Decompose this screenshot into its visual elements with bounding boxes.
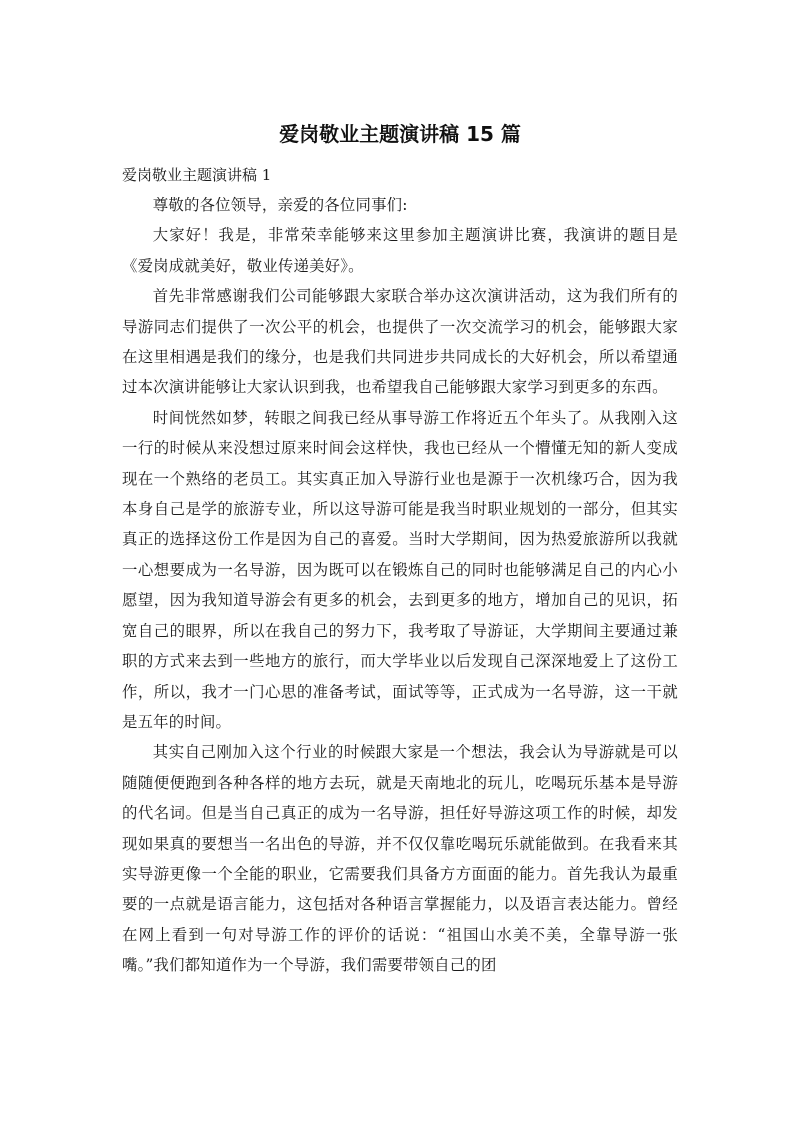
- document-page: [122, 118, 678, 981]
- document-title: 爱岗敬业主题演讲稿 15 篇: [279, 122, 521, 146]
- paragraph-reflection: 其实自己刚加入这个行业的时候跟大家是一个想法，我会认为导游就是可以随随便便跑到各种各样的地方去玩，就是天南地北的玩儿，吃喝玩乐基本是导游的代名词。但是当自己真正的成为一名导游，担任好导游这项工作的时候，却发现如果真的要想当一名出色的导游，并不仅仅靠吃喝玩乐就能做到。在我看来其实导游更像一个全能的职业，它需要我们具备方方面面的能力。首先我认为最重要的一点就是语言能力，这包括对各种语言掌握能力，以及语言表达能力。曾经在网上看到一句对导游工作的评价的话说：“祖国山水美不美，全靠导游一张嘴。”我们都知道作为一个导游，我们需要带领自己的团: [122, 743, 678, 975]
- paragraph-greeting: 尊敬的各位领导，亲爱的各位同事们:: [152, 196, 408, 214]
- section-heading: 爱岗敬业主题演讲稿 1: [122, 166, 272, 184]
- paragraph-career: 时间恍然如梦，转眼之间我已经从事导游工作将近五个年头了。从我刚入这一行的时候从来没想过原来时间会这样快，我也已经从一个懵懂无知的新人变成现在一个熟络的老员工。其实真正加入导游行业也是源于一次机缘巧合，因为我本身自己是学的旅游专业，所以这导游可能是我当时职业规划的一部分，但其实真正的选择这份工作是因为自己的喜爱。当时大学期间，因为热爱旅游所以我就一心想要成为一名导游，因为既可以在锻炼自己的同时也能够满足自己的内心小愿望，因为我知道导游会有更多的机会，去到更多的地方，增加自己的见识，拓宽自己的眼界，所以在我自己的努力下，我考取了导游证，大学期间主要通过兼职的方式来去到一些地方的旅行，而大学毕业以后发现自己深深地爱上了这份工作，所以，我才一门心思的准备考试，面试等等，正式成为一名导游，这一干就是五年的时间。: [122, 408, 678, 731]
- paragraph-intro: 大家好！我是，非常荣幸能够来这里参加主题演讲比赛，我演讲的题目是《爱岗成就美好，敬业传递美好》。: [122, 226, 678, 275]
- paragraph-thanks: 首先非常感谢我们公司能够跟大家联合举办这次演讲活动，这为我们所有的导游同志们提供了一次公平的机会，也提供了一次交流学习的机会，能够跟大家在这里相遇是我们的缘分，也是我们共同进步共同成长的大好机会，所以希望通过本次演讲能够让大家认识到我，也希望我自己能够跟大家学习到更多的东西。: [122, 287, 678, 397]
